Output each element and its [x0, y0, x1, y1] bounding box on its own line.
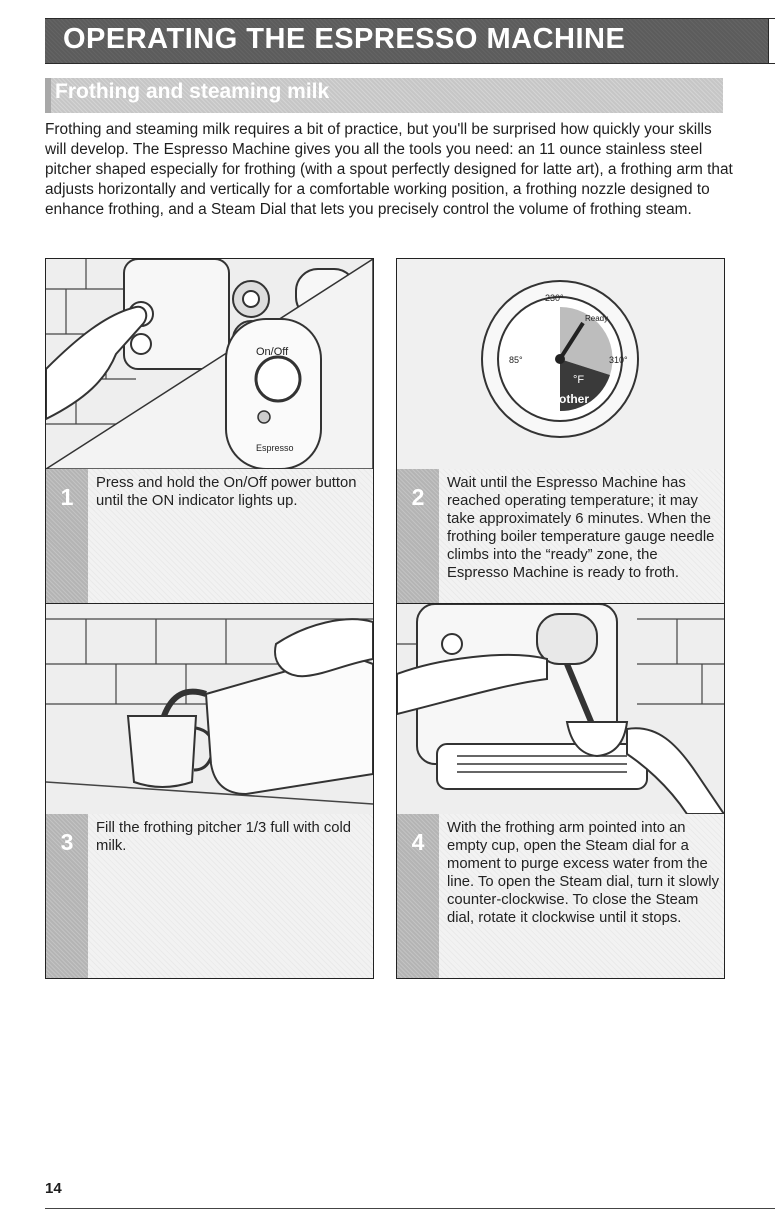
step-2-text: Wait until the Espresso Machine has reached operating temperature; it may take approximately 6 minutes. When the frothing boiler temperature gauge needle climbs into the “ready” zone, the Espresso Machine is ready to froth.	[447, 475, 715, 581]
purge-steam-illustration	[397, 604, 724, 814]
step-2-number: 2	[411, 484, 425, 510]
intro-text: Frothing and steaming milk requires a bit of practice, but you'll be surprised how quickly your skills will develop. The Espresso Machine gives you all the tools you need: an 11 ounce stainless steel pitcher shaped especially for frothing (with a spout perfectly designed for latte art), a frothing arm that adjusts horizontally and vertically for a comfortable working position, a frothing nozzle designed to enhance frothing, and a Steam Dial that lets you precisely control the volume of frothing steam.	[45, 121, 733, 218]
step-4-number-box	[397, 814, 439, 978]
page-title: OPERATING THE ESPRESSO MACHINE	[63, 23, 626, 55]
step-4-text: With the frothing arm pointed into an empty cup, open the Steam dial for a moment to purge excess water from the line. To open the Steam dial, turn it slowly counter-clockwise. To close the Steam dial, rotate it clockwise until it stops.	[447, 820, 719, 926]
intro-paragraph	[45, 120, 735, 220]
step-3-text: Fill the frothing pitcher 1/3 full with cold milk.	[96, 820, 351, 854]
section-heading-edge	[45, 78, 51, 113]
gauge-unit-label: °F	[573, 374, 585, 386]
footer-rule	[45, 1208, 775, 1209]
step-4-illustration	[397, 604, 724, 814]
step-2-illustration	[397, 259, 724, 469]
section-heading-bar	[45, 78, 723, 113]
page-number: 14	[45, 1180, 62, 1197]
step-1-text: Press and hold the On/Off power button until the ON indicator lights up.	[96, 475, 357, 509]
step-3-number-box	[46, 814, 88, 978]
title-bar-edge	[768, 19, 775, 63]
step-4-number: 4	[411, 829, 425, 855]
espresso-label: Espresso	[256, 443, 294, 453]
step-panel-1	[45, 258, 374, 634]
step-3-illustration	[46, 604, 373, 814]
step-panel-4	[396, 603, 725, 979]
pour-milk-illustration	[46, 604, 373, 814]
title-bar	[45, 18, 775, 64]
step-panel-3	[45, 603, 374, 979]
gauge-label-top: 230°	[545, 293, 564, 303]
gauge-label-right: 310°	[609, 355, 628, 365]
onoff-label: On/Off	[256, 346, 289, 358]
step-panel-2	[396, 258, 725, 634]
gauge-ready-label: Ready	[585, 314, 609, 323]
machine-power-illustration	[46, 259, 373, 469]
step-1-number: 1	[60, 484, 74, 510]
step-1-illustration	[46, 259, 373, 469]
step-3-number: 3	[60, 829, 74, 855]
gauge-label-left: 85°	[509, 355, 523, 365]
section-heading: Frothing and steaming milk	[55, 80, 330, 103]
temperature-gauge-illustration	[397, 259, 724, 469]
gauge-frother-label: Frother	[547, 392, 589, 406]
